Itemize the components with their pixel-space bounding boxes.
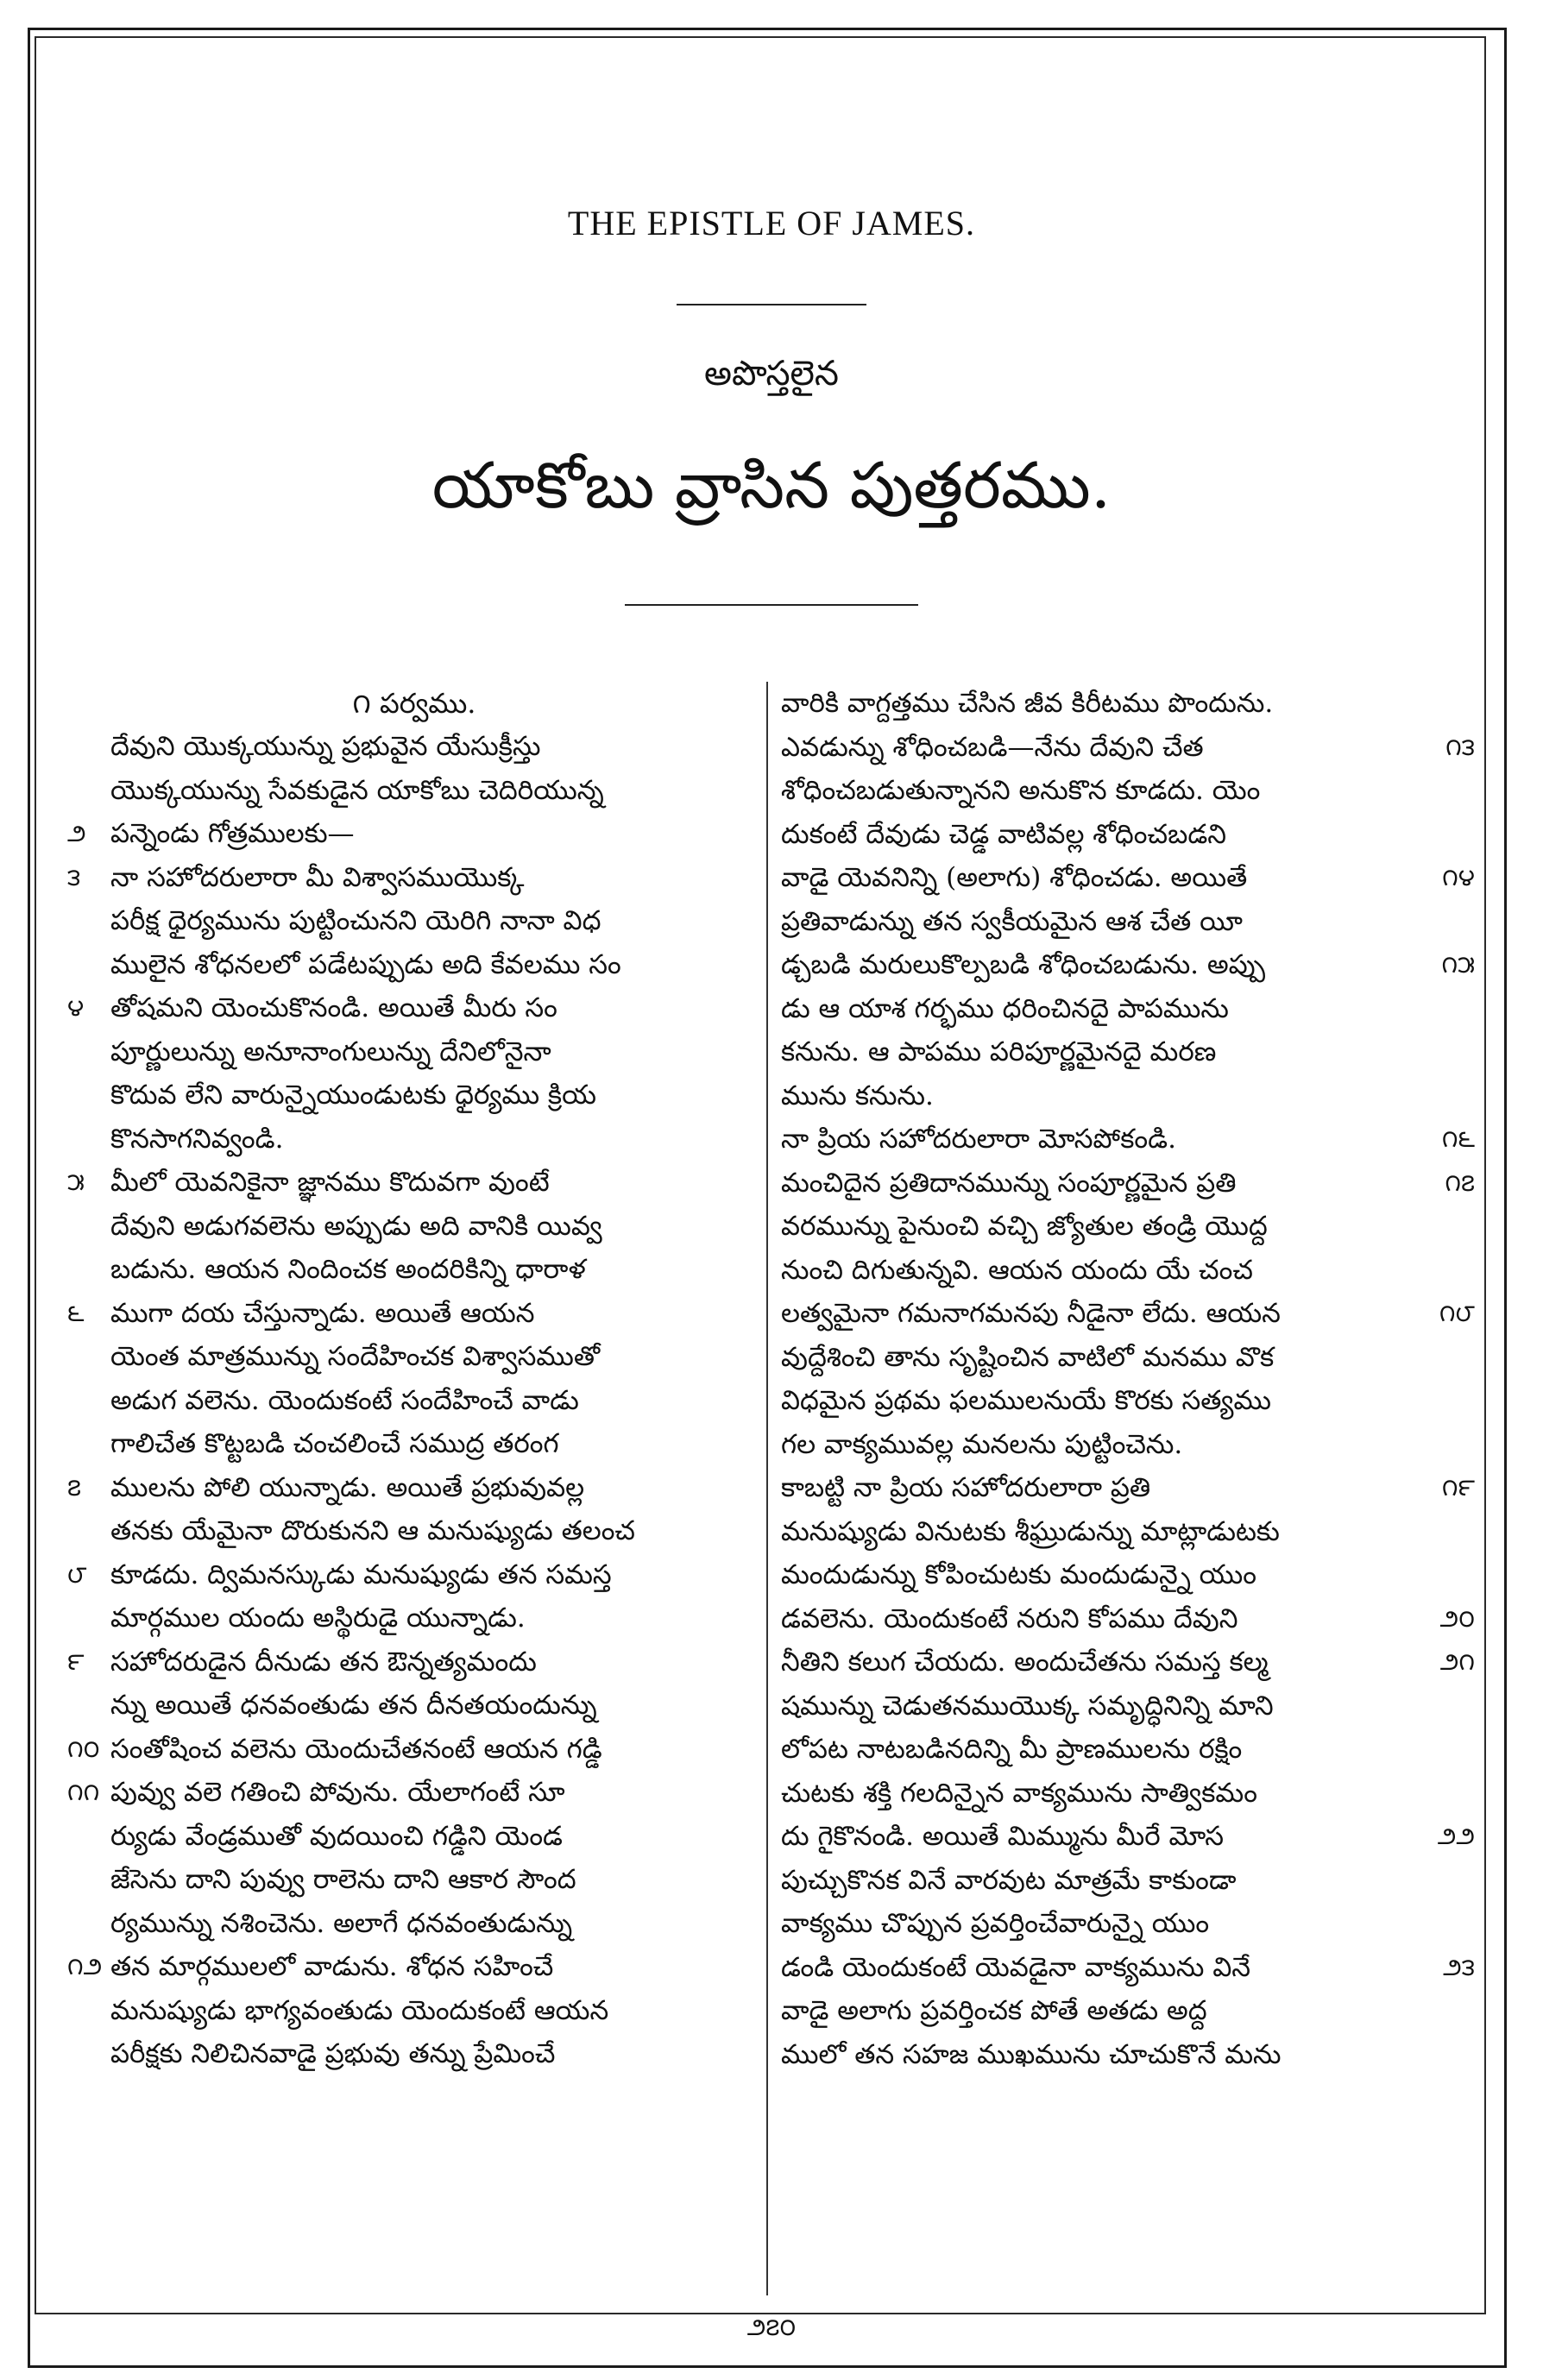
text-line bbox=[69, 1205, 759, 1249]
text-line bbox=[69, 1422, 759, 1466]
verse-number: ౨౦ bbox=[1439, 1603, 1475, 1633]
text-line bbox=[781, 2033, 1471, 2077]
line-text: వాడై అలాగు ప్రవర్తించక పోతే అతడు అద్ద bbox=[781, 1995, 1207, 2026]
title-telugu-subtitle: అపొస్తలైన bbox=[704, 354, 839, 394]
text-line bbox=[69, 1030, 759, 1074]
line-text: తనకు యేమైనా దొరుకునని ఆ మనుష్యుడు తలంచ bbox=[110, 1515, 635, 1546]
line-text: జేసెను దాని పువ్వు రాలెను దాని ఆకార సౌంద bbox=[110, 1864, 576, 1895]
text-line bbox=[781, 1859, 1471, 1903]
text-line bbox=[69, 1466, 759, 1510]
text-line bbox=[781, 1423, 1471, 1467]
line-text: విధమైన ప్రథమ ఫలములనుయే కొరకు సత్యము bbox=[781, 1385, 1271, 1416]
line-text: మీలో యెవనికైనా జ్ఞానము కొదువగా వుంటే bbox=[110, 1167, 550, 1198]
line-text: పుచ్చుకొనక వినే వారవుట మాత్రమే కాకుండా bbox=[781, 1864, 1237, 1896]
line-text: దేవుని యొక్కయున్ను ప్రభువైన యేసుక్రీస్తు bbox=[110, 731, 541, 762]
text-line bbox=[69, 986, 759, 1030]
text-line bbox=[781, 769, 1471, 813]
text-line bbox=[781, 1553, 1471, 1597]
line-text: డండి యెందుకంటే యెవడైనా వాక్యమును వినే bbox=[781, 1951, 1251, 1983]
line-text: డ్చబడి మరులుకొల్పబడి శోధించబడును. అప్పు bbox=[781, 949, 1266, 980]
line-text: ప్రతివాడున్ను తన స్వకీయమైన ఆశ చేత యీ bbox=[781, 905, 1243, 937]
text-line bbox=[781, 1597, 1475, 1641]
line-text: సంతోషించ వలెను యెందుచేతనంటే ఆయన గడ్డి bbox=[110, 1733, 602, 1765]
line-text: గాలిచేత కొట్టబడి చంచలించే సముద్ర తరంగ bbox=[110, 1428, 559, 1459]
verse-number: ౨౧ bbox=[1439, 1647, 1475, 1676]
line-text: దేవుని అడుగవలెను అప్పుడు అది వానికి యివ్వ bbox=[110, 1210, 602, 1242]
column-divider bbox=[766, 682, 768, 2295]
line-text: నా ప్రియ సహోదరులారా మోసపోకండి. bbox=[781, 1124, 1176, 1155]
text-line bbox=[69, 1596, 759, 1640]
line-text: కొనసాగనివ్వండి. bbox=[110, 1123, 284, 1155]
text-line bbox=[781, 1118, 1475, 1162]
line-text: లత్వమైనా గమనాగమనపు నీడైనా లేదు. ఆయన bbox=[781, 1298, 1281, 1329]
verse-number: ౧౧ bbox=[67, 1778, 100, 1806]
text-line bbox=[69, 856, 759, 900]
text-line bbox=[781, 1074, 1471, 1118]
line-text: దుకంటే దేవుడు చెడ్డ వాటివల్ల శోధించబడని bbox=[781, 818, 1227, 850]
line-text: కాబట్టి నా ప్రియ సహోదరులారా ప్రతి bbox=[781, 1472, 1151, 1503]
text-line bbox=[69, 1292, 759, 1336]
text-line bbox=[781, 1162, 1475, 1206]
right-column bbox=[781, 682, 1475, 2076]
text-line bbox=[69, 1989, 759, 2033]
text-line bbox=[69, 1335, 759, 1379]
text-line bbox=[69, 725, 759, 769]
text-line bbox=[69, 1248, 759, 1292]
verse-number: ౬ bbox=[67, 1298, 85, 1327]
text-line bbox=[69, 1858, 759, 1902]
line-text: మనుష్యుడు భాగ్యవంతుడు యెందుకంటే ఆయన bbox=[110, 1994, 609, 2026]
verse-number: ౧౬ bbox=[1441, 1124, 1475, 1153]
text-line bbox=[69, 2032, 759, 2076]
text-line bbox=[781, 856, 1475, 900]
text-line bbox=[69, 1074, 759, 1118]
line-text: ర్యుడు వేండ్రముతో వుదయించి గడ్డిని యెండ bbox=[110, 1820, 563, 1852]
verse-number: ౧౯ bbox=[1441, 1473, 1475, 1502]
text-line bbox=[69, 1161, 759, 1205]
line-text: వరమున్ను పైనుంచి వచ్చి జ్యోతుల తండ్రి యొద్ద bbox=[781, 1211, 1268, 1242]
line-text: గల వాక్యమువల్ల మనలను పుట్టించెను. bbox=[781, 1428, 1183, 1460]
title-english: THE EPISTLE OF JAMES. bbox=[567, 204, 976, 242]
text-line bbox=[781, 1772, 1471, 1816]
verse-number: ౧౩ bbox=[1445, 732, 1475, 761]
line-text: యొక్కయున్ను సేవకుడైన యాకోబు చెదిరియున్న bbox=[110, 774, 604, 806]
verse-number: ౨౨ bbox=[1437, 1822, 1475, 1850]
text-line bbox=[781, 1466, 1475, 1510]
text-line bbox=[69, 1553, 759, 1597]
verse-number: ౭ bbox=[67, 1472, 82, 1502]
verse-number: ౧౪ bbox=[1442, 863, 1475, 891]
line-text: పరీక్షకు నిలిచినవాడై ప్రభువు తన్ను ప్రేమించే bbox=[110, 2038, 556, 2069]
verse-number: ౧౭ bbox=[1445, 1168, 1475, 1197]
text-line bbox=[69, 1815, 759, 1859]
text-line bbox=[781, 1510, 1471, 1554]
line-text: చుటకు శక్తి గలదిన్నైన వాక్యమును సాత్వికమం bbox=[781, 1777, 1257, 1809]
text-line bbox=[781, 987, 1471, 1031]
verse-number: ౧౦ bbox=[67, 1734, 100, 1763]
text-line bbox=[781, 1249, 1471, 1293]
line-text: బడును. ఆయన నిందించక అందరికిన్ని ధారాళ bbox=[110, 1254, 586, 1285]
text-line bbox=[781, 1030, 1471, 1074]
text-line bbox=[69, 1771, 759, 1815]
text-line bbox=[69, 769, 759, 813]
line-text: యెంత మాత్రమున్ను సందేహించక విశ్వాసముతో bbox=[110, 1341, 601, 1372]
text-line bbox=[781, 900, 1471, 944]
text-line bbox=[69, 1684, 759, 1728]
verse-number: ౧౫ bbox=[1441, 950, 1475, 979]
line-text: ర్యమున్ను నశించెను. అలాగే ధనవంతుడున్ను bbox=[110, 1907, 573, 1939]
line-text: ములైన శోధనలలో పడేటప్పుడు అది కేవలము సం bbox=[110, 948, 621, 980]
line-text: నా సహోదరులారా మీ విశ్వాసముయొక్క bbox=[110, 861, 525, 893]
line-text: ముగా దయ చేస్తున్నాడు. అయితే ఆయన bbox=[110, 1297, 535, 1329]
line-text: తోషమని యెంచుకొనండి. అయితే మీరు సం bbox=[110, 992, 557, 1023]
text-line bbox=[781, 1946, 1475, 1990]
verse-number: ౪ bbox=[67, 993, 85, 1022]
verse-number: ౧౮ bbox=[1439, 1299, 1475, 1327]
text-line bbox=[781, 1205, 1471, 1249]
text-line bbox=[781, 682, 1471, 726]
text-line bbox=[69, 1640, 759, 1684]
text-line bbox=[69, 1902, 759, 1946]
text-line bbox=[69, 1379, 759, 1423]
text-line bbox=[69, 943, 759, 987]
line-text: పన్నెండు గోత్రములకు— bbox=[110, 818, 355, 849]
line-text: మందుడున్ను కోపించుటకు మందుడున్నై యుం bbox=[781, 1559, 1256, 1590]
verse-number: ౩ bbox=[67, 862, 81, 891]
text-line bbox=[69, 812, 759, 856]
line-text: వాడై యెవనిన్ని (అలాగు) శోధించడు. అయితే bbox=[781, 862, 1248, 893]
text-line bbox=[781, 1728, 1471, 1772]
chapter-heading: ౧ పర్వము. bbox=[352, 687, 476, 720]
line-text: వాక్యము చొప్పున ప్రవర్తించేవారున్నై యుం bbox=[781, 1908, 1210, 1939]
line-text: మంచిదైన ప్రతిదానమున్ను సంపూర్ణమైన ప్రతి bbox=[781, 1167, 1237, 1199]
line-text: అడుగ వలెను. యెందుకంటే సందేహించే వాడు bbox=[110, 1384, 579, 1416]
line-text: పరీక్ష ధైర్యమును పుట్టించునని యెరిగి నానా విధ bbox=[110, 905, 601, 936]
line-text: లోపట నాటబడినదిన్ని మీ ప్రాణములను రక్షిం bbox=[781, 1734, 1243, 1765]
line-text: దు గైకొనండి. అయితే మిమ్మును మీరే మోస bbox=[781, 1821, 1224, 1852]
line-text: మనుష్యుడు వినుటకు శీఘ్రుడున్ను మాట్లాడుటకు bbox=[781, 1515, 1280, 1547]
line-text: వుద్దేశించి తాను సృష్టించిన వాటిలో మనము వొక bbox=[781, 1341, 1275, 1373]
text-line bbox=[69, 1728, 759, 1772]
text-line bbox=[69, 1118, 759, 1162]
title-telugu-main: యాకోబు వ్రాసిన పుత్తరము. bbox=[431, 449, 1112, 523]
line-text: మును కనును. bbox=[781, 1080, 934, 1111]
line-text: ఎవడున్ను శోధించబడి—నేను దేవుని చేత bbox=[781, 731, 1204, 763]
line-text: కొదువ లేని వారున్నైయుండుటకు ధైర్యము క్రియ bbox=[110, 1080, 596, 1111]
line-text: వారికి వాగ్దత్తము చేసిన జీవ కిరీటము పొందును. bbox=[781, 688, 1274, 719]
text-line bbox=[69, 1945, 759, 1989]
text-line bbox=[781, 726, 1475, 770]
verse-number: ౫ bbox=[67, 1168, 85, 1196]
line-text: పువ్వు వలె గతించి పోవును. యేలాగంటే సూ bbox=[110, 1777, 565, 1808]
verse-number: ౨౩ bbox=[1443, 1952, 1475, 1981]
text-line bbox=[781, 1292, 1475, 1336]
line-text: మార్గముల యందు అస్థిరుడై యున్నాడు. bbox=[110, 1602, 526, 1634]
text-line bbox=[69, 1509, 759, 1553]
verse-number: ౧౨ bbox=[67, 1952, 103, 1980]
text-line bbox=[781, 1815, 1475, 1859]
text-line bbox=[781, 813, 1471, 857]
text-line bbox=[781, 1684, 1471, 1728]
line-text: కూడదు. ద్విమనస్కుడు మనుష్యుడు తన సమస్త bbox=[110, 1558, 612, 1590]
line-text: తన మార్గములలో వాడును. శోధన సహించే bbox=[110, 1951, 554, 1982]
left-column bbox=[69, 682, 759, 2076]
title-rule-top bbox=[677, 304, 866, 305]
line-text: నుంచి దిగుతున్నవి. ఆయన యందు యే చంచ bbox=[781, 1254, 1253, 1286]
verse-number: ౯ bbox=[67, 1646, 85, 1676]
verse-number: ౮ bbox=[67, 1559, 87, 1589]
text-line bbox=[781, 1989, 1471, 2033]
line-text: కనును. ఆ పాపము పరిపూర్ణమైనదై మరణ bbox=[781, 1036, 1217, 1067]
line-text: పూర్ణులున్ను అనూనాంగులున్ను దేనిలోనైనా bbox=[110, 1036, 551, 1067]
verse-number: ౨ bbox=[67, 819, 86, 847]
title-rule-bottom bbox=[625, 604, 918, 606]
line-text: డు ఆ యాశ గర్భము ధరించినదై పాపమును bbox=[781, 992, 1229, 1024]
text-line bbox=[69, 899, 759, 943]
page-number: ౨౭౦ bbox=[746, 2313, 797, 2341]
line-text: సహోదరుడైన దీనుడు తన ఔన్నత్యమందు bbox=[110, 1646, 537, 1678]
text-line bbox=[781, 943, 1475, 987]
line-text: షమున్ను చెడుతనముయొక్క సమృద్ధినిన్ని మాని bbox=[781, 1690, 1274, 1722]
line-text: శోధించబడుతున్నానని అనుకొన కూడదు. యెం bbox=[781, 775, 1261, 806]
text-line bbox=[781, 1640, 1475, 1684]
line-text: ములను పోలి యున్నాడు. అయితే ప్రభువువల్ల bbox=[110, 1471, 585, 1503]
text-line bbox=[781, 1902, 1471, 1946]
text-line bbox=[781, 1379, 1471, 1423]
line-text: నీతిని కలుగ చేయదు. అందుచేతను సమస్త కల్మ bbox=[781, 1646, 1269, 1678]
line-text: ములో తన సహజ ముఖమును చూచుకొనే మను bbox=[781, 2038, 1282, 2070]
line-text: న్ను అయితే ధనవంతుడు తన దీనతయందున్ను bbox=[110, 1690, 597, 1721]
text-line bbox=[781, 1336, 1471, 1380]
line-text: డవలెను. యెందుకంటే నరుని కోపము దేవుని bbox=[781, 1602, 1238, 1634]
